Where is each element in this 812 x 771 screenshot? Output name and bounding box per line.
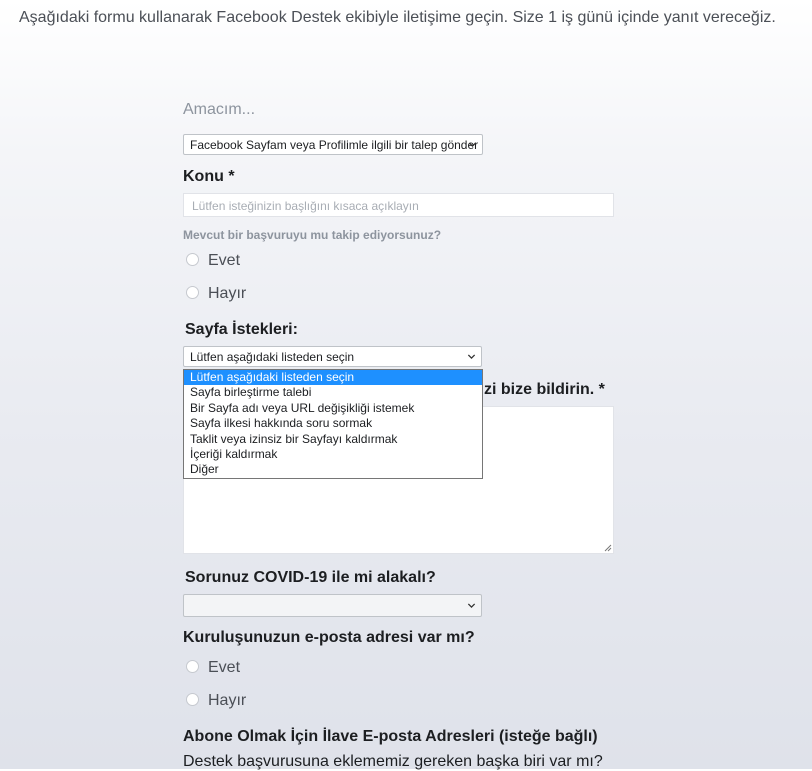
page-requests-dropdown[interactable]	[183, 369, 483, 479]
covid-label: Sorunuz COVID-19 ile mi alakalı?	[185, 569, 436, 586]
org-email-option-no-label: Hayır	[208, 692, 247, 709]
followup-option-no-label: Hayır	[208, 285, 247, 302]
intro-text: Aşağıdaki formu kullanarak Facebook Destek ekibiyle iletişime geçin. Size 1 iş günü içinde yanıt vereceğiz.	[19, 9, 776, 26]
covid-select[interactable]	[183, 594, 482, 617]
org-email-label: Kuruluşunuzun e-posta adresi var mı?	[183, 629, 475, 646]
purpose-label: Amacım...	[183, 101, 256, 118]
followup-question: Mevcut bir başvuruyu mu takip ediyorsunuz?	[183, 228, 442, 242]
resize-grip-icon[interactable]	[604, 544, 612, 552]
org-email-option-yes[interactable]	[186, 659, 240, 677]
radio-unchecked-icon[interactable]	[186, 660, 199, 673]
dropdown-option[interactable]: Bir Sayfa adı veya URL değişikliği istemek	[190, 400, 415, 415]
radio-unchecked-icon[interactable]	[186, 693, 199, 706]
subscribe-label: Abone Olmak İçin İlave E-posta Adresleri (isteğe bağlı)	[183, 728, 598, 745]
followup-option-yes-label: Evet	[208, 252, 241, 269]
followup-option-yes[interactable]	[186, 252, 240, 270]
dropdown-option[interactable]: Diğer	[190, 462, 219, 477]
dropdown-option[interactable]: Taklit veya izinsiz bir Sayfayı kaldırmak	[190, 431, 398, 446]
chevron-down-icon	[467, 352, 476, 361]
page-requests-select-value: Lütfen aşağıdaki listeden seçin	[190, 350, 355, 364]
subject-input[interactable]	[183, 193, 614, 217]
subject-label: Konu *	[183, 168, 235, 185]
dropdown-option[interactable]: İçeriği kaldırmak	[190, 446, 278, 461]
org-email-option-no[interactable]	[186, 692, 246, 710]
dropdown-option[interactable]: Sayfa birleştirme talebi	[190, 385, 312, 400]
subject-placeholder: Lütfen isteğinizin başlığını kısaca açıklayın	[192, 199, 419, 213]
page-requests-select[interactable]	[183, 346, 482, 367]
chevron-down-icon	[467, 601, 476, 610]
chevron-down-icon	[468, 140, 477, 149]
radio-unchecked-icon[interactable]	[186, 253, 199, 266]
followup-option-no[interactable]	[186, 285, 246, 303]
purpose-select-value: Facebook Sayfam veya Profilimle ilgili bir talep gönder	[190, 138, 479, 152]
purpose-select[interactable]	[183, 134, 483, 155]
subscribe-question: Destek başvurusuna eklememiz gereken başka biri var mı?	[183, 753, 603, 770]
radio-unchecked-icon[interactable]	[186, 286, 199, 299]
org-email-option-yes-label: Evet	[208, 659, 241, 676]
dropdown-option[interactable]: Sayfa ilkesi hakkında soru sormak	[190, 416, 373, 431]
description-label: zi bize bildirin. *	[484, 381, 605, 398]
page-requests-label: Sayfa İstekleri:	[185, 321, 298, 338]
dropdown-option[interactable]: Lütfen aşağıdaki listeden seçin	[184, 370, 482, 385]
